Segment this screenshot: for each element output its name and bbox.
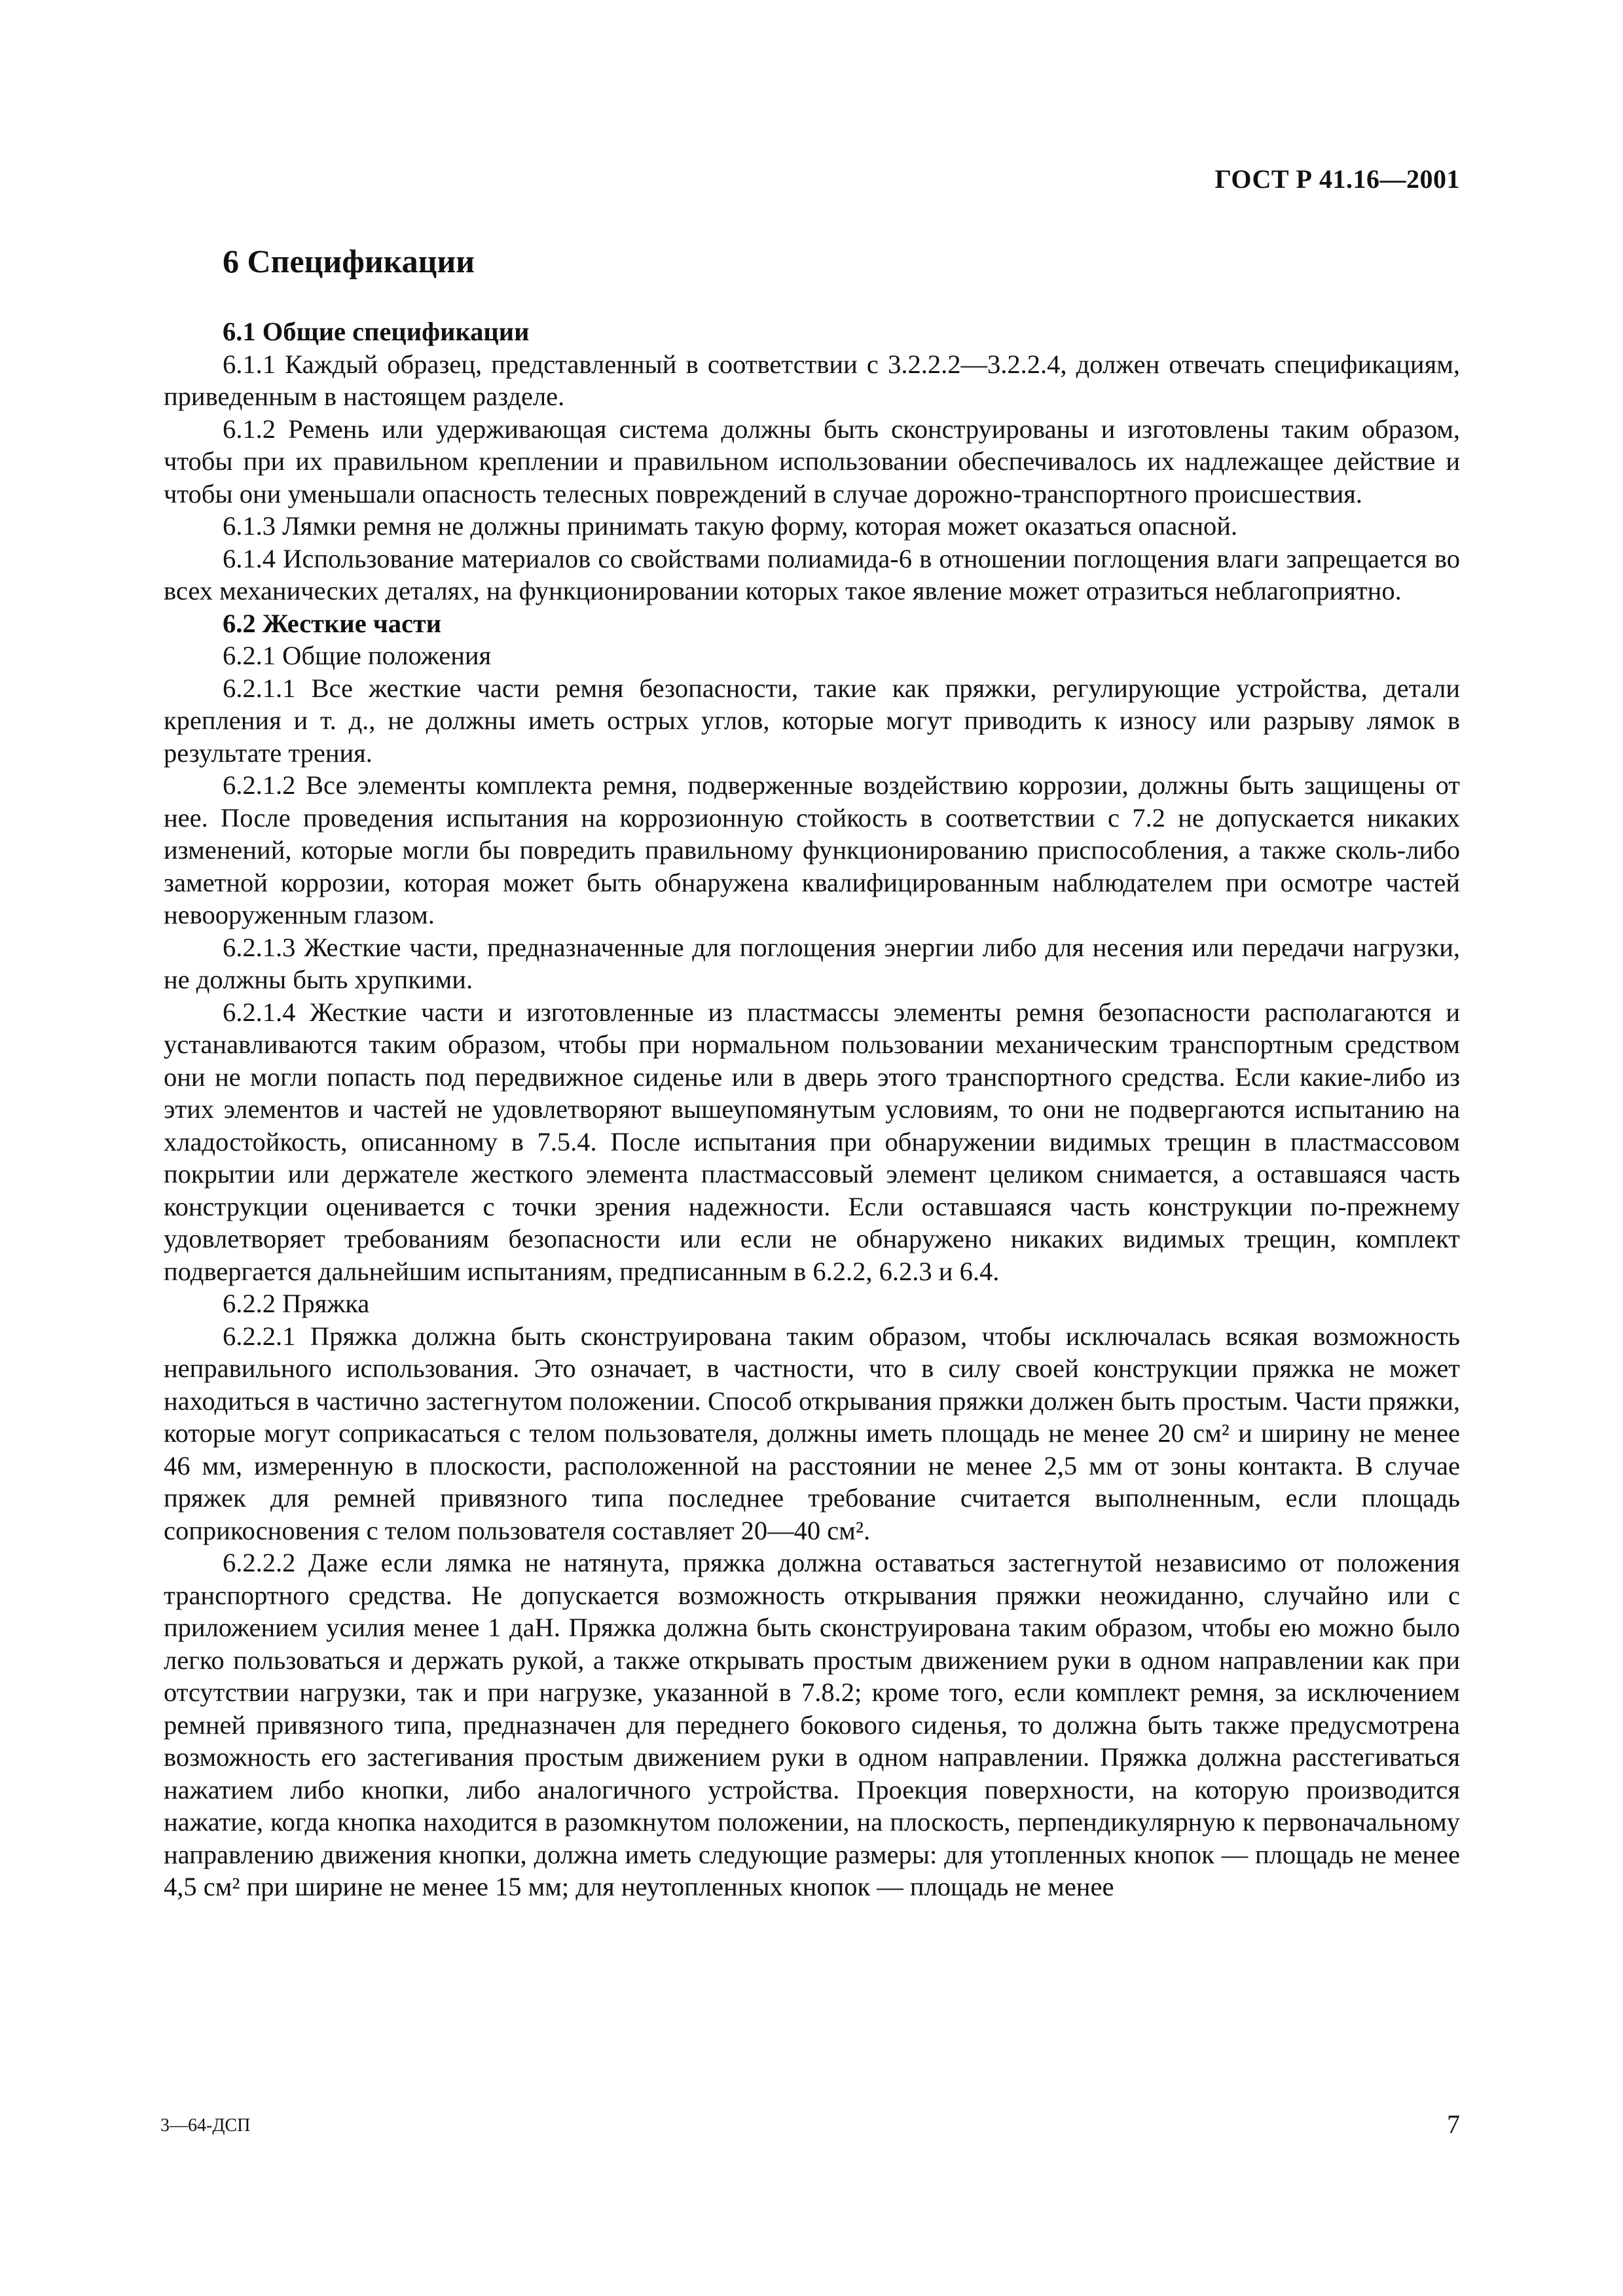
body-text [164, 315, 1460, 1903]
paragraph: 6.1.1 Каждый образец, представленный в соответствии с 3.2.2.2—3.2.2.4, должен отвечать спецификациям, приведенным в настоящем разделе. [164, 349, 1460, 411]
paragraph: 6.1.3 Лямки ремня не должны принимать такую форму, которая может оказаться опасной. [223, 511, 1238, 541]
paragraph: 6.1.2 Ремень или удерживающая система должны быть сконструированы и изготовлены таким образом, чтобы при их правильном креплении и правильном использовании обеспечивалось их надлежащее действие и чтобы они уменьшали опасность телесных повреждений в случае дорожно-транспортного происшествия. [164, 414, 1460, 509]
paragraph: 6.2.1 Общие положения [223, 641, 492, 670]
paragraph: 6.2.1.2 Все элементы комплекта ремня, подверженные воздействию коррозии, должны быть защищены от нее. После проведения испытания на коррозионную стойкость в соответствии с 7.2 не допускается никаких изменений, которые могли бы повредить правильному функционированию приспособления, а также сколь-либо заметной коррозии, которая может быть обнаружена квалифицированным наблюдателем при осмотре частей невооруженным глазом. [164, 770, 1460, 929]
paragraph: 6.2.1.1 Все жесткие части ремня безопасности, такие как пряжки, регулирующие устройства, детали крепления и т. д., не должны иметь острых углов, которые могут приводить к износу или разрыву лямок в результате трения. [164, 673, 1460, 768]
subsection-heading: 6.2 Жесткие части [223, 608, 442, 638]
paragraph: 6.2.1.3 Жесткие части, предназначенные для поглощения энергии либо для несения или передачи нагрузки, не должны быть хрупкими. [164, 932, 1460, 994]
footer-print-code: 3—64-ДСП [160, 2115, 251, 2136]
subsection-heading: 6.1 Общие спецификации [223, 317, 530, 346]
section-title: 6 Спецификации [223, 243, 475, 279]
paragraph: 6.2.2.1 Пряжка должна быть сконструирована таким образом, чтобы исключалась всякая возможность неправильного использования. Это означает, в частности, что в силу своей конструкции пряжка не может находиться в частично застегнутом положении. Способ открывания пряжки должен быть простым. Части пряжки, которые могут соприкасаться с телом пользователя, должны иметь площадь не менее 20 см² и ширину не менее 46 мм, измеренную в плоскости, расположенной на расстоянии не менее 2,5 мм от зоны контакта. В случае пряжек для ремней привязного типа последнее требование считается выполненным, если площадь соприкосновения с телом пользователя составляет 20—40 см². [164, 1321, 1460, 1545]
paragraph: 6.1.4 Использование материалов со свойствами полиамида-6 в отношении поглощения влаги запрещается во всех механических деталях, на функционировании которых такое явление может отразиться неблагоприятно. [164, 543, 1460, 605]
page-number: 7 [1447, 2109, 1460, 2139]
paragraph: 6.2.2 Пряжка [223, 1289, 370, 1318]
paragraph: 6.2.2.2 Даже если лямка не натянута, пряжка должна оставаться застегнутой независимо от положения транспортного средства. Не допускается возможность открывания пряжки неожиданно, случайно или с приложением усилия менее 1 даН. Пряжка должна быть сконструирована таким образом, чтобы ею можно было легко пользоваться и держать рукой, а также открывать простым движением руки в одном направлении как при отсутствии нагрузки, так и при нагрузке, указанной в 7.8.2; кроме того, если комплект ремня, за исключением ремней привязного типа, предназначен для переднего бокового сиденья, то должна быть также предусмотрена возможность его застегивания простым движением руки в одном направлении. Пряжка должна расстегиваться нажатием либо кнопки, либо аналогичного устройства. Проекция поверхности, на которую производится нажатие, когда кнопка находится в разомкнутом положении, на плоскость, перпендикулярную к первоначальному направлению движения кнопки, должна иметь следующие размеры: для утопленных кнопок — площадь не менее 4,5 см² при ширине не менее 15 мм; для неутопленных кнопок — площадь не менее [164, 1548, 1460, 1901]
document-code-header: ГОСТ Р 41.16—2001 [1214, 164, 1460, 194]
paragraph: 6.2.1.4 Жесткие части и изготовленные из пластмассы элементы ремня безопасности располагаются и устанавливаются таким образом, чтобы при нормальном пользовании механическим транспортным средством они не могли попасть под передвижное сиденье или в дверь этого транспортного средства. Если какие-либо из этих элементов и частей не удовлетворяют вышеупомянутым условиям, то они не подвергаются испытанию на хладостойкость, описанному в 7.5.4. После испытания при обнаружении видимых трещин в пластмассовом покрытии или держателе жесткого элемента пластмассовый элемент целиком снимается, а оставшаяся часть конструкции оценивается с точки зрения надежности. Если оставшаяся часть конструкции по-прежнему удовлетворяет требованиям безопасности или если не обнаружено никаких видимых трещин, комплект подвергается дальнейшим испытаниям, предписанным в 6.2.2, 6.2.3 и 6.4. [164, 997, 1460, 1286]
